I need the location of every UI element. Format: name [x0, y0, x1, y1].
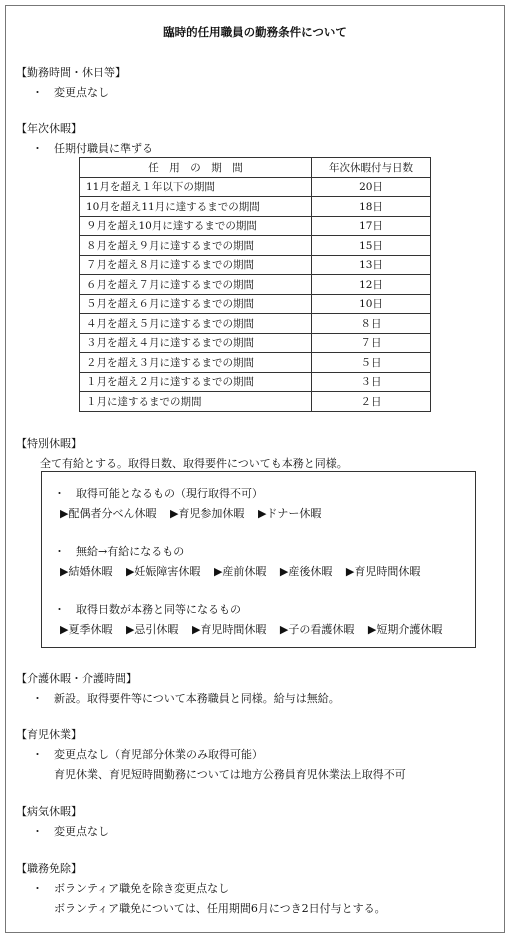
page-title: 臨時的任用職員の勤務条件について: [163, 25, 347, 39]
duty-exemption-item: [32, 880, 229, 896]
section-heading-work-hours: 【勤務時間・休日等】: [16, 66, 126, 79]
header-period: 任 用 の 期 間: [80, 158, 312, 178]
sick-leave-item: [32, 823, 109, 839]
table-row: [80, 372, 431, 392]
bullet: ・: [32, 142, 43, 155]
period-cell: ４月を超え５月に達するまでの期間: [80, 314, 312, 334]
group-items-equal-days: [60, 621, 452, 637]
childcare-text: 変更点なし（育児部分休業のみ取得可能）: [54, 748, 263, 761]
period-cell: ３月を超え４月に達するまでの期間: [80, 333, 312, 353]
period-cell: ７月を超え８月に達するまでの期間: [80, 255, 312, 275]
leave-item: ▶育児時間休暇: [345, 565, 421, 578]
days-cell: 12日: [312, 275, 431, 295]
table-row: [80, 275, 431, 295]
leave-item: ▶短期介護休暇: [367, 623, 443, 636]
care-leave-text: 新設。取得要件等について本務職員と同様。給与は無給。: [54, 692, 340, 705]
section-heading-childcare: 【育児休業】: [16, 728, 82, 741]
table-row: [80, 236, 431, 256]
period-cell: ９月を超え10月に達するまでの期間: [80, 216, 312, 236]
annual-leave-text: 任期付職員に準ずる: [54, 142, 153, 155]
section-heading-special-leave: 【特別休暇】: [16, 437, 82, 450]
annual-leave-item: [32, 140, 153, 156]
days-cell: 13日: [312, 255, 431, 275]
table-row: [80, 314, 431, 334]
childcare-item: [32, 746, 263, 762]
bullet: ・: [32, 882, 43, 895]
leave-item: ▶育児参加休暇: [169, 507, 245, 520]
days-cell: ７日: [312, 333, 431, 353]
period-cell: 10月を超え11月に達するまでの期間: [80, 197, 312, 217]
leave-item: ▶夏季休暇: [60, 623, 113, 636]
days-cell: 20日: [312, 177, 431, 197]
leave-item: ▶産後休暇: [279, 565, 333, 578]
table-header-row: [80, 158, 431, 178]
leave-item: ▶子の看護休暇: [279, 623, 355, 636]
period-cell: 11月を超え１年以下の期間: [80, 177, 312, 197]
sick-leave-text: 変更点なし: [54, 825, 109, 838]
care-leave-item: [32, 690, 340, 706]
days-cell: ８日: [312, 314, 431, 334]
leave-item: ▶産前休暇: [213, 565, 267, 578]
childcare-note: 育児休業、育児短時間勤務については地方公務員育児休業法上取得不可: [54, 768, 406, 781]
bullet: ・: [32, 748, 43, 761]
leave-item: ▶育児時間休暇: [191, 623, 267, 636]
table-row: [80, 255, 431, 275]
period-cell: ２月を超え３月に達するまでの期間: [80, 353, 312, 373]
bullet: ・: [32, 86, 43, 99]
special-leave-text: 全て有給とする。取得日数、取得要件についても本務と同様。: [40, 457, 348, 470]
period-cell: １月に達するまでの期間: [80, 392, 312, 412]
section-heading-care-leave: 【介護休暇・介護時間】: [16, 672, 137, 685]
table-row: [80, 392, 431, 412]
days-cell: ５日: [312, 353, 431, 373]
table-row: [80, 216, 431, 236]
group-title-newly-available: ・ 取得可能となるもの（現行取得不可）: [54, 487, 263, 500]
section-heading-sick-leave: 【病気休暇】: [16, 805, 82, 818]
table-row: [80, 197, 431, 217]
period-cell: ５月を超え６月に達するまでの期間: [80, 294, 312, 314]
leave-item: ▶妊娠障害休暇: [125, 565, 201, 578]
header-days: 年次休暇付与日数: [312, 158, 431, 178]
group-items-newly-available: [60, 505, 331, 521]
days-cell: ３日: [312, 372, 431, 392]
days-cell: ２日: [312, 392, 431, 412]
table-row: [80, 294, 431, 314]
duty-exemption-note: ボランティア職免については、任用期間6月につき2日付与とする。: [54, 902, 386, 915]
days-cell: 17日: [312, 216, 431, 236]
table-row: [80, 353, 431, 373]
group-title-unpaid-to-paid: ・ 無給→有給になるもの: [54, 545, 185, 558]
section-heading-duty-exemption: 【職務免除】: [16, 862, 82, 875]
table-row: [80, 333, 431, 353]
special-leave-box: [41, 471, 476, 648]
section-heading-annual-leave: 【年次休暇】: [16, 122, 82, 135]
period-cell: １月を超え２月に達するまでの期間: [80, 372, 312, 392]
table-row: [80, 177, 431, 197]
leave-item: ▶配偶者分べん休暇: [60, 507, 157, 520]
period-cell: ６月を超え７月に達するまでの期間: [80, 275, 312, 295]
bullet: ・: [32, 825, 43, 838]
leave-item: ▶ドナー休暇: [257, 507, 322, 520]
work-hours-item: [32, 84, 109, 100]
period-cell: ８月を超え９月に達するまでの期間: [80, 236, 312, 256]
duty-exemption-text: ボランティア職免を除き変更点なし: [54, 882, 230, 895]
days-cell: 18日: [312, 197, 431, 217]
work-hours-text: 変更点なし: [54, 86, 109, 99]
days-cell: 15日: [312, 236, 431, 256]
days-cell: 10日: [312, 294, 431, 314]
group-title-equal-days: ・ 取得日数が本務と同等になるもの: [54, 603, 241, 616]
leave-item: ▶忌引休暇: [125, 623, 179, 636]
annual-leave-table: [79, 157, 431, 412]
group-items-unpaid-to-paid: [60, 563, 430, 579]
bullet: ・: [32, 692, 43, 705]
leave-item: ▶結婚休暇: [60, 565, 113, 578]
